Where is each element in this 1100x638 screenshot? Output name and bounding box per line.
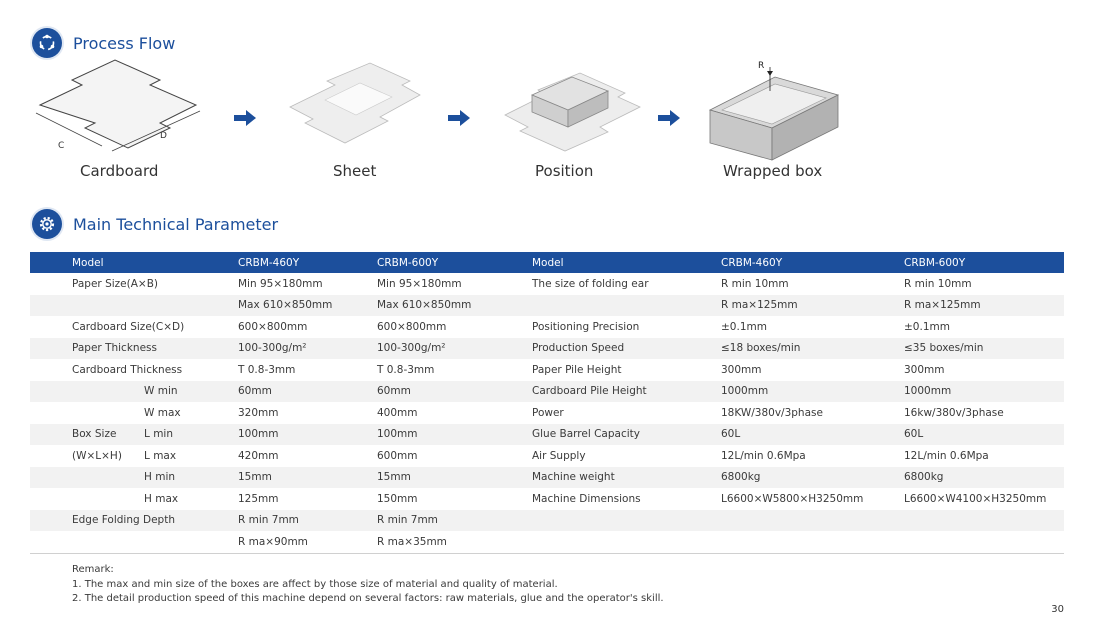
param-value-cell: 420mm <box>238 449 279 462</box>
stage-label-sheet: Sheet <box>333 162 377 180</box>
param-name-cell <box>30 338 238 360</box>
process-flow-header <box>32 28 175 58</box>
table-row <box>30 445 1064 467</box>
param-value-cell: 60mm <box>377 381 532 403</box>
param-value-cell: R min 7mm <box>238 510 377 532</box>
param-value-cell: ≤18 boxes/min <box>721 338 904 360</box>
param-subname: L max <box>144 449 177 462</box>
cardboard-illustration <box>36 60 200 151</box>
remark-line: 2. The detail production speed of this machine depend on several factors: raw materials, glue and the operator's skill. <box>72 593 664 604</box>
param-value-cell: Production Speed <box>532 338 721 360</box>
table-row <box>30 402 1064 424</box>
param-value-cell: 12L/min 0.6Mpa <box>721 449 806 462</box>
param-name-cell <box>30 316 238 338</box>
param-value-cell: R ma×125mm <box>721 295 904 317</box>
param-value-cell: 60L <box>904 424 1064 446</box>
table-row <box>30 424 1064 446</box>
param-value-cell: Power <box>532 406 564 419</box>
cycle-icon <box>32 28 62 58</box>
param-value-cell: Paper Pile Height <box>532 363 622 376</box>
param-value-cell: 320mm <box>238 406 279 419</box>
stage-label-position: Position <box>535 162 594 180</box>
param-subname: W min <box>144 385 178 398</box>
param-value-cell <box>721 510 904 532</box>
param-name: Paper Size(A×B) <box>72 277 159 290</box>
param-value-cell: Min 95×180mm <box>377 277 462 290</box>
table-row <box>30 531 1064 553</box>
param-value-cell: Machine weight <box>532 467 721 489</box>
stage-label-wrapped-box: Wrapped box <box>723 162 823 180</box>
param-value-cell <box>721 531 904 553</box>
param-value-cell: 12L/min 0.6Mpa <box>904 449 989 462</box>
param-value-cell: 60mm <box>238 381 377 403</box>
param-name: Edge Folding Depth <box>72 514 175 527</box>
param-value-cell: 18KW/380v/3phase <box>721 406 823 419</box>
param-subname: W max <box>144 406 181 419</box>
param-value-cell: The size of folding ear <box>532 277 649 290</box>
remark-title: Remark: <box>72 564 114 575</box>
param-value-cell: 125mm <box>238 492 279 505</box>
header-cell: CRBM-600Y <box>904 252 1064 273</box>
table-header-row <box>30 252 1064 273</box>
section-title: Process Flow <box>73 33 176 53</box>
stage-label-cardboard: Cardboard <box>80 162 159 180</box>
param-value-cell: 6800kg <box>721 467 904 489</box>
table-row <box>30 273 1064 295</box>
param-value-cell: R ma×125mm <box>904 295 1064 317</box>
remark-line: 1. The max and min size of the boxes are affect by those size of material and quality of material. <box>72 578 558 590</box>
param-name: Paper Thickness <box>72 342 157 355</box>
param-value-cell: 100-300g/m² <box>238 338 377 360</box>
param-value-cell: 400mm <box>377 406 418 419</box>
param-value-cell: R min 10mm <box>904 277 972 290</box>
param-value-cell: 600×800mm <box>238 320 308 333</box>
param-value-cell: Positioning Precision <box>532 320 640 333</box>
param-value-cell: Max 610×850mm <box>238 295 377 317</box>
param-value-cell: Glue Barrel Capacity <box>532 424 721 446</box>
param-value-cell: 15mm <box>238 467 377 489</box>
header-cell: CRBM-460Y <box>721 252 904 273</box>
param-value-cell: T 0.8-3mm <box>238 363 296 376</box>
header-cell: Model <box>30 252 238 273</box>
param-subname: H max <box>144 492 179 505</box>
param-value-cell: 100mm <box>377 424 532 446</box>
param-value-cell <box>904 531 1064 553</box>
param-value-cell: 15mm <box>377 467 532 489</box>
param-value-cell: L6600×W4100×H3250mm <box>904 492 1047 505</box>
param-value-cell: R min 7mm <box>377 510 532 532</box>
param-name-cell <box>30 381 238 403</box>
param-value-cell: R min 10mm <box>721 277 789 290</box>
remark-block <box>72 563 664 607</box>
param-name-cell <box>30 467 238 489</box>
header-cell: CRBM-460Y <box>238 252 377 273</box>
param-name: Cardboard Size(C×D) <box>72 320 185 333</box>
param-value-cell: L6600×W5800×H3250mm <box>721 492 864 505</box>
param-value-cell: 16kw/380v/3phase <box>904 406 1004 419</box>
table-row <box>30 510 1064 532</box>
param-value-cell: 6800kg <box>904 467 1064 489</box>
param-value-cell <box>532 510 721 532</box>
param-value-cell <box>532 295 721 317</box>
table-row <box>30 467 1064 489</box>
param-name-cell <box>30 488 238 510</box>
parameter-table <box>30 252 1064 554</box>
param-value-cell: 60L <box>721 424 904 446</box>
param-value-cell: 1000mm <box>904 381 1064 403</box>
param-value-cell: 300mm <box>721 363 762 376</box>
param-value-cell: T 0.8-3mm <box>377 363 435 376</box>
param-name-cell <box>30 402 238 424</box>
param-name: Box Size <box>72 428 117 441</box>
param-value-cell: 100-300g/m² <box>377 338 532 360</box>
param-name-cell <box>30 510 238 532</box>
param-value-cell <box>904 510 1064 532</box>
dim-c-label: C <box>58 141 65 151</box>
param-name-cell <box>30 531 238 553</box>
param-name-cell <box>30 424 238 446</box>
param-value-cell: 600mm <box>377 449 418 462</box>
param-name: (W×L×H) <box>72 449 122 462</box>
param-value-cell: 600×800mm <box>377 320 447 333</box>
arrow-right-icon <box>234 110 256 126</box>
arrow-right-icon <box>448 110 470 126</box>
param-value-cell: 300mm <box>904 363 945 376</box>
param-name-cell <box>30 359 238 381</box>
gear-icon <box>32 209 62 239</box>
param-value-cell: Cardboard Pile Height <box>532 381 721 403</box>
header-cell: CRBM-600Y <box>377 252 532 273</box>
param-value-cell: Machine Dimensions <box>532 492 641 505</box>
param-value-cell: 100mm <box>238 424 377 446</box>
technical-parameter-header <box>32 209 278 239</box>
position-illustration <box>505 73 640 151</box>
param-value-cell: ≤35 boxes/min <box>904 338 1064 360</box>
param-subname: H min <box>144 471 176 484</box>
param-value-cell: R ma×90mm <box>238 531 377 553</box>
param-value-cell: Air Supply <box>532 449 586 462</box>
table-row <box>30 295 1064 317</box>
arrow-right-icon <box>658 110 680 126</box>
param-value-cell: 1000mm <box>721 381 904 403</box>
wrapped-box-illustration <box>710 61 838 160</box>
dim-d-label: D <box>160 131 167 141</box>
table-row <box>30 359 1064 381</box>
param-name-cell <box>30 445 238 467</box>
param-name: Cardboard Thickness <box>72 363 183 376</box>
param-value-cell: ±0.1mm <box>721 320 767 333</box>
table-row <box>30 338 1064 360</box>
table-row <box>30 316 1064 338</box>
param-name-cell <box>30 273 238 295</box>
dim-r-label: R <box>758 61 765 71</box>
param-value-cell: Max 610×850mm <box>377 295 532 317</box>
page-number: 30 <box>1051 604 1064 615</box>
table-row <box>30 381 1064 403</box>
table-row <box>30 488 1064 510</box>
param-value-cell: 150mm <box>377 492 418 505</box>
param-value-cell: R ma×35mm <box>377 531 532 553</box>
param-name-cell <box>30 295 238 317</box>
param-value-cell <box>532 531 721 553</box>
section-title: Main Technical Parameter <box>73 214 279 234</box>
header-cell: Model <box>532 252 721 273</box>
param-value-cell: ±0.1mm <box>904 320 950 333</box>
sheet-illustration <box>290 63 420 143</box>
param-subname: L min <box>144 428 173 441</box>
param-value-cell: Min 95×180mm <box>238 277 323 290</box>
